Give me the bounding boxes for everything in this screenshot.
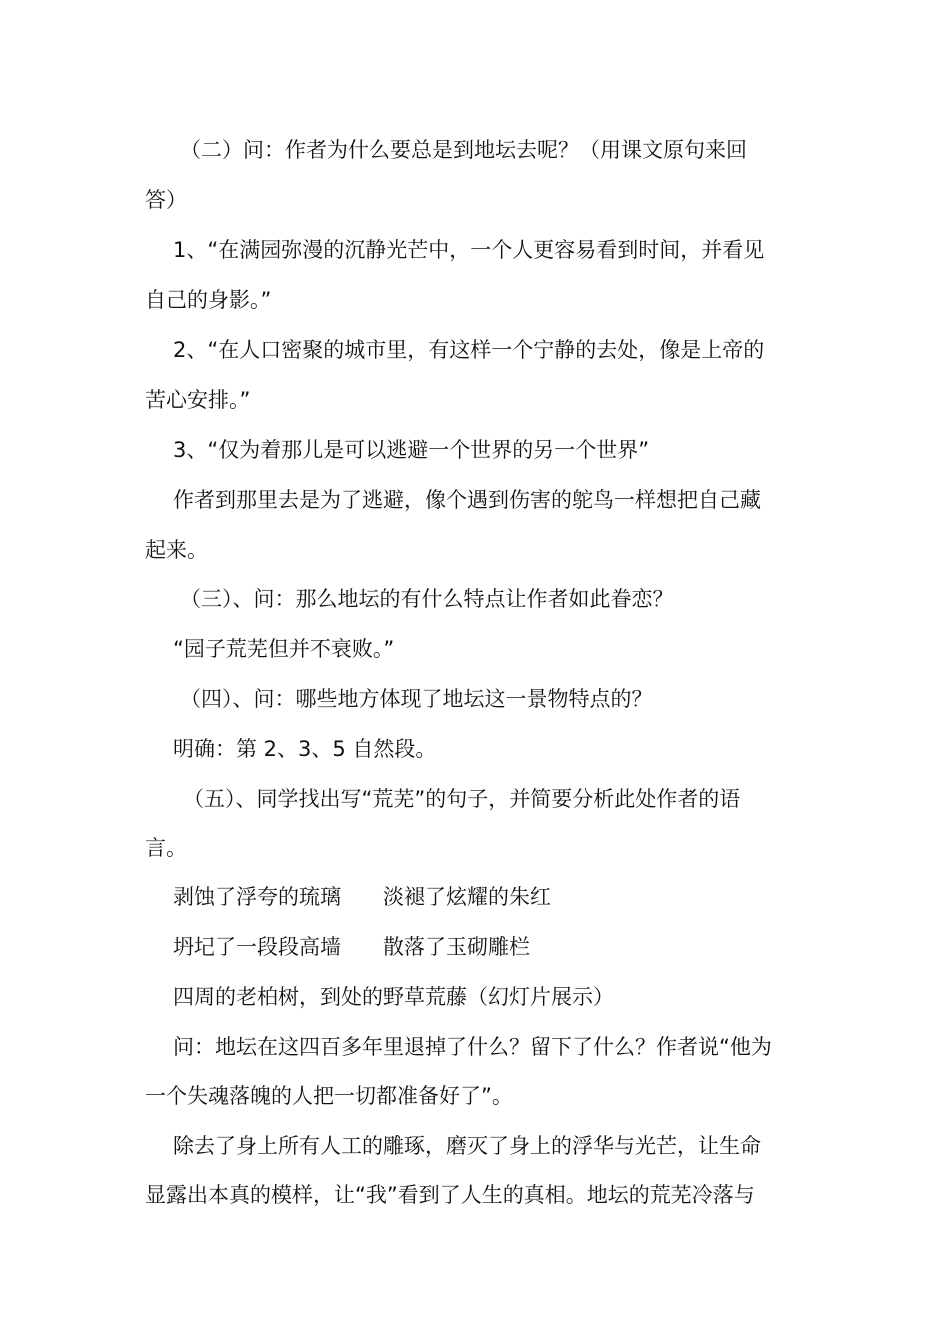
phrase-row-1 (173, 882, 551, 912)
quote-2-line-2: 苦心安排。” (145, 388, 251, 412)
q5-line-1: （五）、同学找出写“荒芜”的句子，并简要分析此处作者的语 (183, 787, 741, 811)
q2-line-2: 答） (145, 188, 187, 212)
phrase-row-2 (173, 932, 530, 962)
q5-line-2: 言。 (145, 836, 187, 860)
q4-question: （四）、问：哪些地方体现了地坛这一景物特点的？ (180, 687, 653, 711)
question-line-1: 问：地坛在这四百多年里退掉了什么？留下了什么？作者说“他为 (173, 1035, 772, 1059)
explain-line-2: 起来。 (145, 538, 208, 562)
phrase-row-3: 四周的老柏树，到处的野草荒藤（幻灯片展示） (173, 985, 614, 1009)
quote-1-line-2: 自己的身影。” (145, 288, 272, 312)
conclusion-line-1: 除去了身上所有人工的雕琢，磨灭了身上的浮华与光芒，让生命 (173, 1134, 761, 1158)
phrase-1b: 淡褪了炫耀的朱红 (383, 885, 551, 909)
phrase-1a: 剥蚀了浮夸的琉璃 (173, 885, 341, 909)
q3-question: （三）、问：那么地坛的有什么特点让作者如此眷恋？ (180, 587, 674, 611)
explain-line-1: 作者到那里去是为了逃避，像个遇到伤害的鸵鸟一样想把自己藏 (173, 488, 761, 512)
quote-3: 3、“仅为着那儿是可以逃避一个世界的另一个世界” (173, 438, 650, 462)
quote-1-line-1: 1、“在满园弥漫的沉静光芒中，一个人更容易看到时间，并看见 (173, 238, 765, 262)
q4-answer: 明确：第 2、3、5 自然段。 (173, 737, 437, 761)
q2-line-1: （二）问：作者为什么要总是到地坛去呢？（用课文原句来回 (180, 138, 747, 162)
question-line-2: 一个失魂落魄的人把一切都准备好了”。 (145, 1084, 513, 1108)
conclusion-line-2: 显露出本真的模样，让“我”看到了人生的真相。地坛的荒芜冷落与 (145, 1183, 755, 1207)
phrase-2a: 坍圮了一段段高墙 (173, 935, 341, 959)
q3-answer: “园子荒芜但并不衰败。” (173, 637, 395, 661)
phrase-2b: 散落了玉砌雕栏 (383, 935, 530, 959)
quote-2-line-1: 2、“在人口密聚的城市里，有这样一个宁静的去处，像是上帝的 (173, 338, 765, 362)
